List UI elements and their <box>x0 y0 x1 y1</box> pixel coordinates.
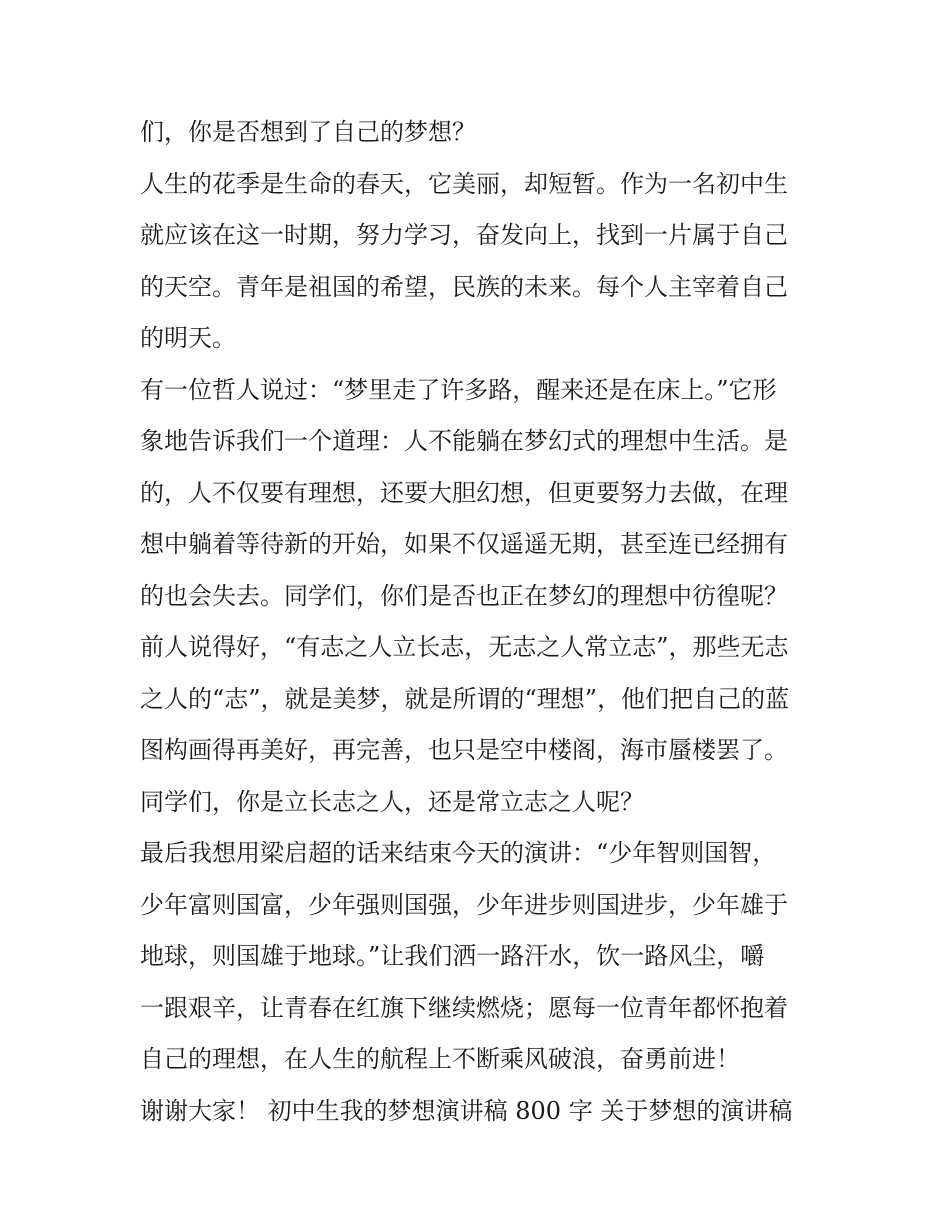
text-line: 图构画得再美好，再完善，也只是空中楼阁，海市蜃楼罢了。 <box>140 736 788 764</box>
text-line: 就应该在这一时期，努力学习，奋发向上，找到一片属于自己 <box>140 221 788 249</box>
text-line: 前人说得好，“有志之人立长志，无志之人常立志”，那些无志 <box>140 633 789 661</box>
text-line: 想中躺着等待新的开始，如果不仅遥遥无期，甚至连已经拥有 <box>140 530 788 558</box>
text-line: 一跟艰辛，让青春在红旗下继续燃烧；愿每一位青年都怀抱着 <box>140 993 788 1022</box>
text-line: 自己的理想，在人生的航程上不断乘风破浪，奋勇前进！ <box>140 1045 740 1073</box>
text-line: 的也会失去。同学们，你们是否也正在梦幻的理想中彷徨呢？ <box>140 581 788 610</box>
text-line: 少年富则国富，少年强则国强，少年进步则国进步，少年雄于 <box>140 890 788 919</box>
text-line: 人生的花季是生命的春天，它美丽，却短暂。作为一名初中生 <box>140 169 788 198</box>
text-line: 有一位哲人说过：“梦里走了许多路，醒来还是在床上。”它形 <box>140 375 777 404</box>
text-line: 最后我想用梁启超的话来结束今天的演讲：“少年智则国智， <box>140 839 777 867</box>
text-line: 地球，则国雄于地球。”让我们洒一路汗水，饮一路风尘，嚼 <box>140 942 765 970</box>
text-line: 的天空。青年是祖国的希望，民族的未来。每个人主宰着自己 <box>140 272 788 301</box>
text-line: 象地告诉我们一个道理：人不能躺在梦幻式的理想中生活。是 <box>140 427 788 455</box>
text-line: 之人的“志”，就是美梦，就是所谓的“理想”，他们把自己的蓝 <box>140 684 790 713</box>
text-line: 同学们，你是立长志之人，还是常立志之人呢？ <box>140 787 644 816</box>
speech-text <box>140 107 820 1137</box>
text-line: 们，你是否想到了自己的梦想？ <box>140 118 476 146</box>
text-line: 的明天。 <box>140 324 236 352</box>
text-line: 的，人不仅要有理想，还要大胆幻想，但更要努力去做，在理 <box>140 478 788 507</box>
text-line: 谢谢大家！ 初中生我的梦想演讲稿 800 字 关于梦想的演讲稿 <box>140 1096 793 1125</box>
